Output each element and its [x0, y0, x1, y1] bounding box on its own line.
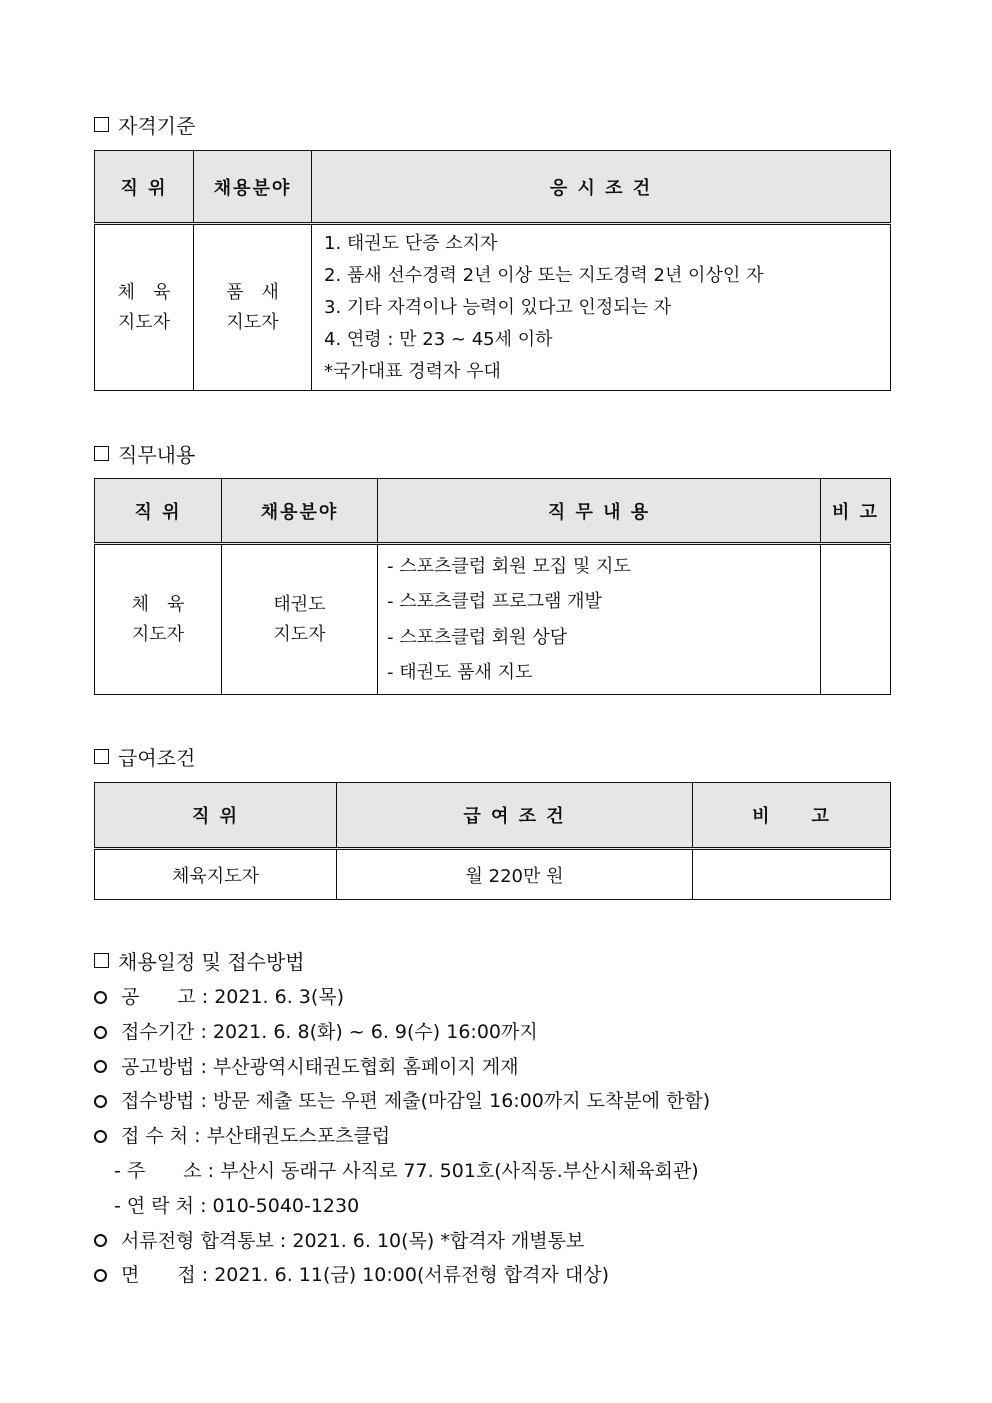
cell-duties: [378, 544, 821, 695]
header-position: 직 위: [95, 151, 194, 224]
section-title-text: 자격기준: [118, 114, 196, 138]
condition-item: 1. 태권도 단증 소지자: [324, 232, 498, 254]
schedule-text: - 주 소 : 부산시 동래구 사직로 77. 501호(사직동.부산시체육회관): [114, 1159, 699, 1182]
field-line: 지도자: [273, 623, 326, 645]
section-title-salary: [94, 742, 195, 771]
position-line: 체 육: [131, 593, 185, 615]
position-line: 지도자: [131, 623, 185, 645]
condition-item: 4. 연령 : 만 23 ~ 45세 이하: [324, 328, 553, 350]
cell-field: [222, 544, 378, 695]
qualifications-table: [94, 150, 891, 391]
circle-bullet-icon: [94, 991, 107, 1004]
circle-bullet-icon: [94, 1234, 107, 1247]
list-item: [94, 1015, 710, 1050]
header-duties: 직 무 내 용: [378, 479, 821, 544]
cell-field: [194, 224, 312, 391]
duty-item: - 스포츠클럽 회원 모집 및 지도: [387, 555, 631, 577]
table-row: [95, 224, 891, 391]
schedule-text: 공고방법 : 부산광역시태권도협회 홈페이지 게재: [121, 1055, 519, 1078]
condition-item: *국가대표 경력자 우대: [324, 360, 501, 382]
header-field: 채용분야: [194, 151, 312, 224]
cell-salary: 월 220만 원: [337, 849, 693, 900]
list-item: [94, 1050, 710, 1085]
checkbox-square-icon: [94, 953, 109, 968]
table-header-row: [95, 151, 891, 224]
cell-position: [95, 224, 194, 391]
schedule-text: 접수방법 : 방문 제출 또는 우편 제출(마감일 16:00까지 도착분에 한함): [121, 1090, 711, 1113]
section-title-schedule: [94, 946, 305, 975]
condition-item: 3. 기타 자격이나 능력이 있다고 인정되는 자: [324, 296, 672, 318]
cell-conditions: [312, 224, 891, 391]
header-position: 직 위: [95, 479, 222, 544]
section-title-text: 채용일정 및 접수방법: [118, 950, 305, 974]
header-position: 직 위: [95, 783, 337, 849]
table-header-row: [95, 479, 891, 544]
section-title-duties: [94, 439, 195, 468]
duty-item: - 태권도 품새 지도: [387, 662, 533, 683]
cell-position: [95, 544, 222, 695]
section-title-text: 직무내용: [118, 443, 196, 467]
circle-bullet-icon: [94, 1095, 107, 1108]
header-field: 채용분야: [222, 479, 378, 544]
cell-note: [821, 544, 891, 695]
list-item: [94, 980, 710, 1015]
table-row: [95, 544, 891, 695]
list-item: [94, 1189, 710, 1224]
list-item: [94, 1119, 710, 1154]
duty-item: - 스포츠클럽 프로그램 개발: [387, 591, 602, 612]
schedule-text: 면 접 : 2021. 6. 11(금) 10:00(서류전형 합격자 대상): [121, 1264, 610, 1287]
header-salary: 급 여 조 건: [337, 783, 693, 849]
salary-table: [94, 782, 891, 900]
table-row: [95, 849, 891, 900]
circle-bullet-icon: [94, 1269, 107, 1282]
list-item: [94, 1258, 710, 1293]
cell-note: [693, 849, 891, 900]
circle-bullet-icon: [94, 1026, 107, 1039]
checkbox-square-icon: [94, 117, 109, 132]
schedule-list: [94, 980, 710, 1293]
duties-table: [94, 478, 891, 695]
position-line: 체 육: [117, 281, 171, 303]
section-title-qualifications: [94, 110, 195, 139]
schedule-text: - 연 락 처 : 010-5040-1230: [114, 1194, 360, 1217]
list-item: [94, 1084, 710, 1119]
circle-bullet-icon: [94, 1130, 107, 1143]
table-header-row: [95, 783, 891, 849]
condition-item: 2. 품새 선수경력 2년 이상 또는 지도경력 2년 이상인 자: [324, 264, 764, 286]
circle-bullet-icon: [94, 1060, 107, 1073]
list-item: [94, 1224, 710, 1259]
list-item: [94, 1154, 710, 1189]
field-line: 지도자: [226, 311, 279, 333]
field-line: 태권도: [273, 593, 326, 615]
position-line: 지도자: [117, 311, 171, 333]
header-note: 비 고: [693, 783, 891, 849]
cell-position: 체육지도자: [95, 849, 337, 900]
schedule-text: 서류전형 합격통보 : 2021. 6. 10(목) *합격자 개별통보: [121, 1229, 585, 1252]
header-note: 비 고: [821, 479, 891, 544]
schedule-text: 공 고 : 2021. 6. 3(목): [121, 986, 345, 1008]
section-title-text: 급여조건: [118, 746, 196, 770]
schedule-text: 접 수 처 : 부산태권도스포츠클럽: [121, 1125, 391, 1148]
checkbox-square-icon: [94, 749, 109, 764]
field-line: 품 새: [226, 281, 279, 303]
duty-item: - 스포츠클럽 회원 상담: [387, 626, 568, 648]
schedule-text: 접수기간 : 2021. 6. 8(화) ~ 6. 9(수) 16:00까지: [121, 1020, 538, 1043]
header-conditions: 응 시 조 건: [312, 151, 891, 224]
checkbox-square-icon: [94, 446, 109, 461]
